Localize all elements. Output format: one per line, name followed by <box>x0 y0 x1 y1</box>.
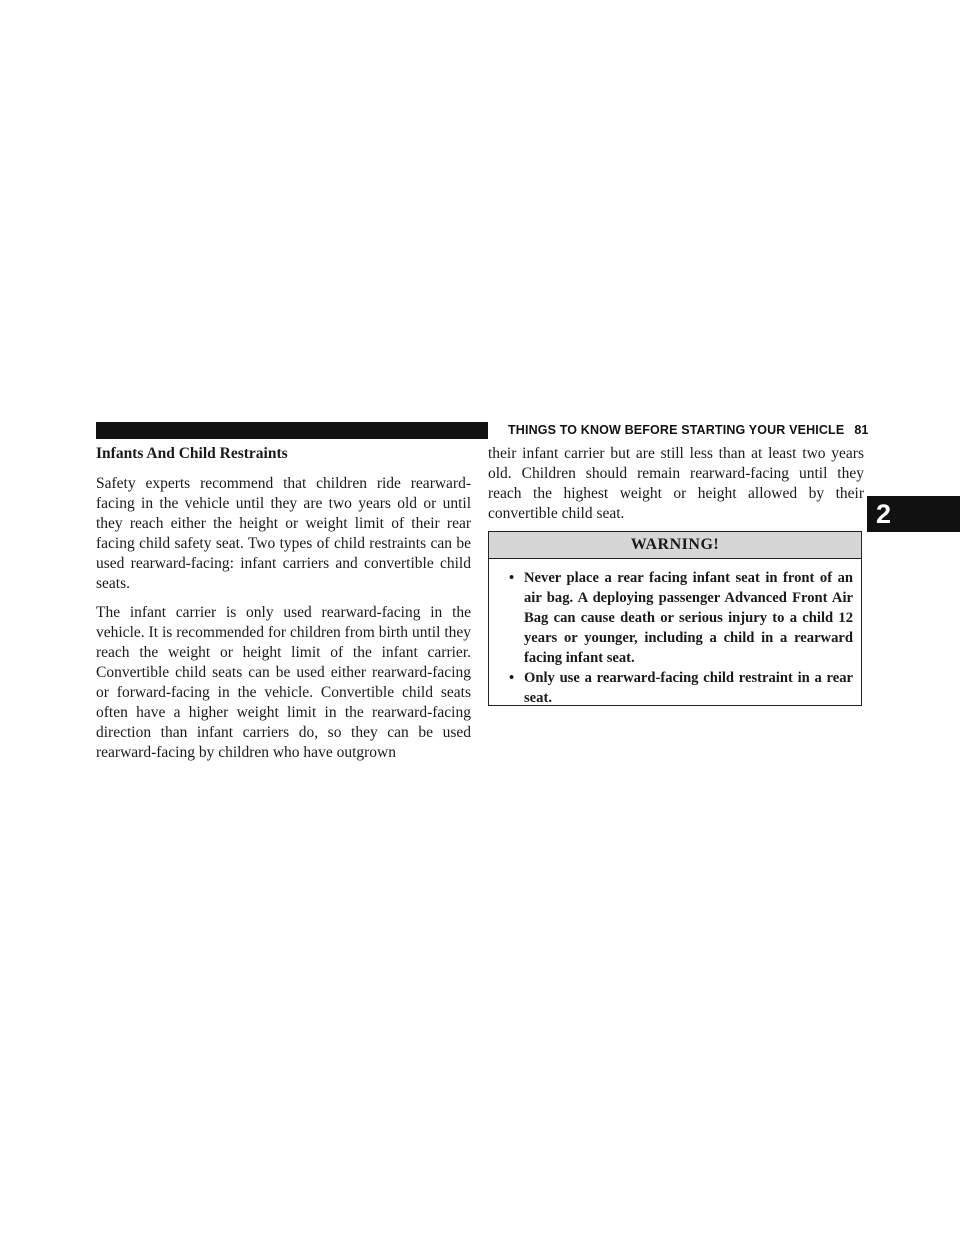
section-heading: Infants And Child Restraints <box>96 445 288 462</box>
warning-item <box>509 568 853 668</box>
chapter-number: 2 <box>876 499 892 529</box>
header-rule <box>96 422 488 439</box>
page-header <box>96 422 869 439</box>
body-paragraph: their infant carrier but are still less than at least two years old. Children should remain rearward-facing until they reach the highest weight or height allowed by their convertible child seat. <box>488 445 864 522</box>
left-column <box>96 444 471 772</box>
body-paragraph: The infant carrier is only used rearward-facing in the vehicle. It is recommended for children from birth until they reach the weight or height limit of the infant carrier. Convertible child seats can be used either rearward-facing or forward-facing in the vehicle. Convertible child seats often have a higher weight limit in the rearward-facing direction than infant carriers do, so they can be used rearward-facing by children who have outgrown <box>96 604 471 761</box>
right-column <box>488 444 864 533</box>
page-number: 81 <box>854 423 869 437</box>
chapter-tab <box>867 496 960 532</box>
warning-list <box>489 559 861 708</box>
bullet-icon: • <box>509 570 515 586</box>
warning-box <box>488 531 862 706</box>
section-title: THINGS TO KNOW BEFORE STARTING YOUR VEHICLE <box>508 423 845 437</box>
warning-title: WARNING! <box>489 532 861 559</box>
warning-item-text: Only use a rearward-facing child restraint in a rear seat. <box>524 670 853 706</box>
warning-item-text: Never place a rear facing infant seat in front of an air bag. A deploying passenger Advanced Front Air Bag can cause death or serious injury to a child 12 years or younger, including a child in a rearward facing infant seat. <box>524 570 853 666</box>
body-paragraph: Safety experts recommend that children ride rearward-facing in the vehicle until they are two years old or until they reach either the height or weight limit of their rear facing child safety seat. Two types of child restraints can be used rearward-facing: infant carriers and convertible child seats. <box>96 475 471 592</box>
bullet-icon: • <box>509 670 515 686</box>
warning-item <box>509 668 853 708</box>
header-text <box>508 422 869 439</box>
